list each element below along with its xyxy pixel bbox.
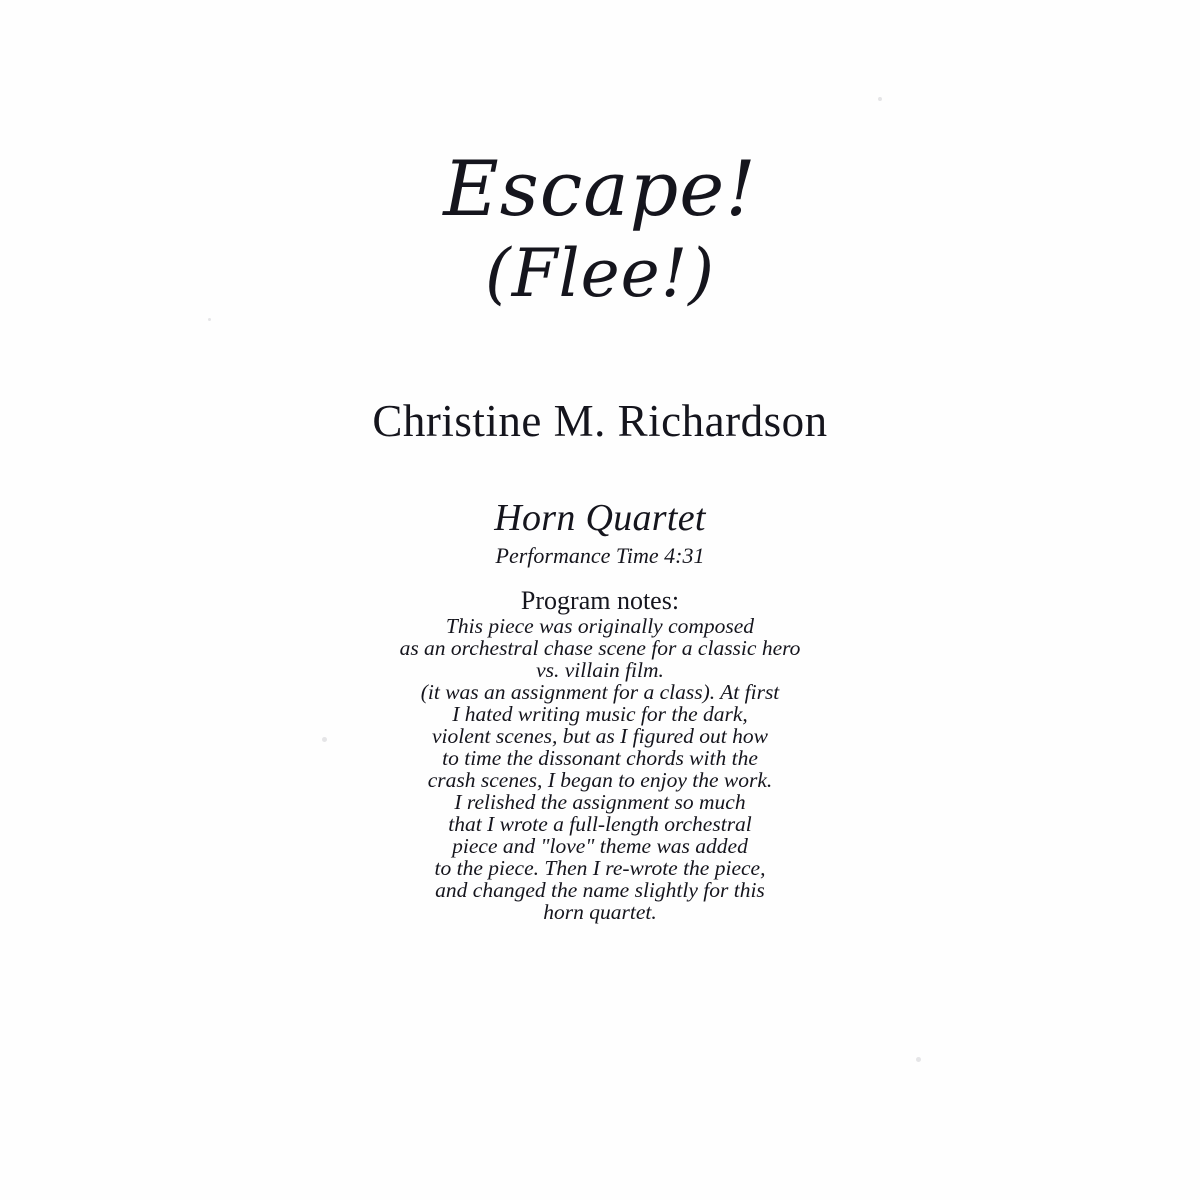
- program-notes-line: I hated writing music for the dark,: [452, 702, 748, 727]
- program-notes-line: that I wrote a full-length orchestral: [448, 812, 752, 837]
- program-notes-line: and changed the name slightly for this: [435, 878, 765, 903]
- program-notes-line: to the piece. Then I re-wrote the piece,: [434, 856, 766, 881]
- performance-time: Performance Time 4:31: [495, 543, 705, 568]
- scan-speckle: [878, 97, 882, 101]
- program-notes-line: horn quartet.: [543, 900, 657, 925]
- program-notes-line: violent scenes, but as I figured out how: [432, 724, 768, 749]
- program-notes-line: to time the dissonant chords with the: [442, 746, 758, 771]
- program-notes-line: (it was an assignment for a class). At first: [420, 680, 780, 705]
- title-block: [0, 144, 1200, 312]
- program-notes-body: [380, 616, 820, 924]
- program-notes-line: I relished the assignment so much: [454, 790, 746, 815]
- scan-speckle: [322, 737, 327, 742]
- program-notes-line: crash scenes, I began to enjoy the work.: [427, 768, 773, 793]
- program-notes-line: vs. villain film.: [536, 658, 664, 683]
- scan-speckle: [916, 1057, 921, 1062]
- program-notes-line: as an orchestral chase scene for a classic hero: [399, 636, 801, 661]
- page-subtitle: (Flee!): [484, 234, 716, 312]
- composer-name: Christine M. Richardson: [372, 396, 828, 446]
- program-notes-heading: Program notes:: [520, 586, 680, 615]
- instrumentation-label: Horn Quartet: [494, 497, 706, 539]
- scan-speckle: [208, 318, 211, 321]
- page-title: Escape!: [443, 144, 757, 233]
- program-notes-line: piece and "love" theme was added: [452, 834, 748, 859]
- program-notes-line: This piece was originally composed: [445, 614, 755, 638]
